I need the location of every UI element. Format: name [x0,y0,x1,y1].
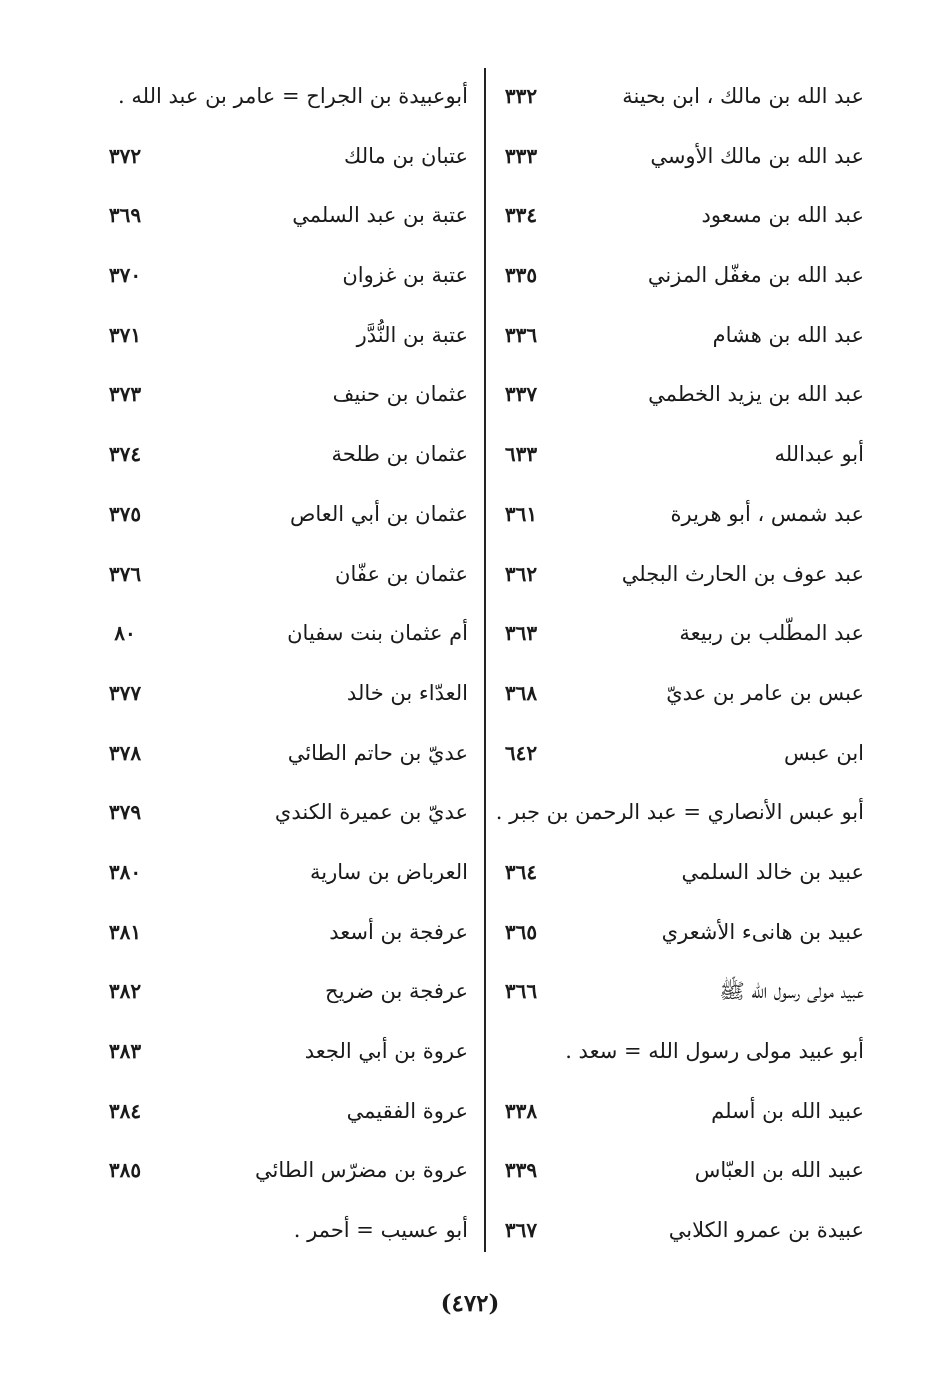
entry-name: أبو عبدالله [774,442,864,467]
entry-page-number: ٣٦٣ [504,621,538,646]
entry-page-number: ٣٦١ [504,501,538,526]
index-entry [96,723,480,783]
entry-name: عبد المطّلب بن ربيعة [679,621,864,646]
left-index-column [96,66,480,1260]
entry-name: عبد الله بن مالك الأوسي [650,143,864,168]
index-entry [96,1081,480,1141]
entry-name: عبيد مولى رسول الله ﷺ [719,979,864,1004]
index-entry [96,603,480,663]
entry-name: عتبة بن غزوان [342,263,468,288]
entry-page-number: ٦٤٢ [504,740,538,765]
index-entry [488,902,870,962]
entry-name: عبد الله بن يزيد الخطمي [648,382,864,407]
index-entry [488,484,870,544]
entry-name: أبو عبيد مولى رسول الله = سعد . [565,1039,864,1063]
entry-page-number: ٣٦٤ [504,859,538,884]
entry-name: عثمان بن طلحة [331,442,468,467]
entry-page-number: ٣٨٢ [108,979,142,1004]
column-divider [484,68,486,1252]
entry-name: عتبة بن النُّدَّر [356,322,468,347]
entry-name: عروة بن أبي الجعد [304,1039,468,1063]
index-entry [488,245,870,305]
entry-page-number: ٣٣٦ [504,322,538,347]
entry-page-number: ٣٦٨ [504,680,538,705]
index-entry [96,1200,480,1260]
entry-page-number: ٣٦٢ [504,561,538,586]
entry-name: عبيد بن هانىء الأشعري [661,919,864,944]
entry-name: عبيد بن خالد السلمي [681,859,864,884]
entry-name: أبو عبس الأنصاري = عبد الرحمن بن جبر . [495,800,864,825]
entry-name: عروة بن مضرّس الطائي [254,1158,468,1183]
index-entry [488,424,870,484]
entry-name: عبيدة بن عمرو الكلابي [668,1218,864,1243]
entry-name: عتبان بن مالك [344,143,468,168]
entry-page-number: ٣٣٢ [504,84,538,108]
index-entry [488,1021,870,1081]
entry-name: عبيد الله بن أسلم [711,1098,864,1123]
entry-name: عبد شمس ، أبو هريرة [670,501,864,526]
index-entry [96,484,480,544]
index-entry [96,1140,480,1200]
entry-page-number: ٣٧٨ [108,740,142,765]
entry-name: عثمان بن عفّان [335,561,468,586]
entry-name: عبس بن عامر بن عديّ [666,680,864,705]
page-number: (٤٧٢) [440,1290,500,1317]
index-entry [488,603,870,663]
entry-page-number: ٣٣٨ [504,1098,538,1123]
entry-name: عبد الله بن مغفّل المزني [647,263,864,288]
index-entry [488,544,870,604]
entry-page-number: ٣٦٦ [504,979,538,1004]
index-entry [96,842,480,902]
entry-name: عديّ بن حاتم الطائي [287,740,468,765]
index-entry [488,185,870,245]
index-entry [96,663,480,723]
entry-page-number: ٨٠ [114,621,136,646]
entry-page-number: ٣٣٥ [504,263,538,288]
index-entry [488,1081,870,1141]
entry-page-number: ٣٧٤ [108,442,142,467]
index-entry [488,723,870,783]
entry-page-number: ٣٦٧ [504,1218,538,1243]
entry-name: عتبة بن عبد السلمي [292,203,468,228]
index-entry [96,424,480,484]
entry-name: عبد الله بن هشام [712,322,864,347]
index-entry [96,185,480,245]
entry-name: أبوعبيدة بن الجراح = عامر بن عبد الله . [118,84,468,108]
index-entry [96,245,480,305]
entry-name: ابن عبس [784,740,864,765]
index-entry [488,1140,870,1200]
entry-page-number: ٣٧٣ [108,382,142,407]
entry-name: أم عثمان بنت سفيان [287,621,468,646]
index-entry [488,782,870,842]
entry-page-number: ٣٨٠ [108,859,142,884]
entry-page-number: ٣٨١ [108,919,142,944]
entry-page-number: ٣٦٥ [504,919,538,944]
index-entry [96,126,480,186]
index-entry [488,66,870,126]
entry-page-number: ٣٧٢ [108,143,142,168]
entry-name: عثمان بن حنيف [332,382,468,407]
index-entry [96,902,480,962]
entry-page-number: ٣٣٣ [504,143,538,168]
index-entry [488,305,870,365]
entry-name: عبيد الله بن العبّاس [694,1158,864,1183]
index-entry [96,66,480,126]
right-index-column [488,66,870,1260]
index-entry [96,961,480,1021]
entry-name: العدّاء بن خالد [346,680,468,705]
index-entry [488,961,870,1021]
entry-page-number: ٣٧٧ [108,680,142,705]
entry-name: عبد الله بن مالك ، ابن بحينة [622,84,864,108]
entry-name: العرباض بن سارية [309,859,468,884]
index-entry [96,782,480,842]
entry-page-number: ٣٨٣ [108,1039,142,1063]
entry-page-number: ٣٧٠ [108,263,142,288]
entry-name: عثمان بن أبي العاص [289,501,468,526]
index-entry [488,364,870,424]
entry-page-number: ٣٨٤ [108,1098,142,1123]
entry-page-number: ٣٧٦ [108,561,142,586]
entry-name: عبد الله بن مسعود [701,203,864,228]
index-entry [488,126,870,186]
index-entry [488,663,870,723]
entry-name: عديّ بن عميرة الكندي [274,800,468,825]
index-entry [96,364,480,424]
entry-name: أبو عسيب = أحمر . [293,1218,468,1243]
index-entry [96,305,480,365]
entry-page-number: ٣٦٩ [108,203,142,228]
entry-page-number: ٣٨٥ [108,1158,142,1183]
entry-page-number: ٣٣٩ [504,1158,538,1183]
entry-name: عرفجة بن ضريح [325,979,468,1004]
entry-page-number: ٣٣٤ [504,203,538,228]
index-entry [96,544,480,604]
index-entry [488,842,870,902]
entry-name: عروة الفقيمي [346,1098,468,1123]
entry-name: عبد عوف بن الحارث البجلي [621,561,864,586]
entry-page-number: ٣٧٩ [108,800,142,825]
entry-page-number: ٣٧٥ [108,501,142,526]
entry-page-number: ٦٣٣ [504,442,538,467]
entry-name: عرفجة بن أسعد [329,919,468,944]
index-entry [488,1200,870,1260]
entry-page-number: ٣٧١ [108,322,142,347]
entry-page-number: ٣٣٧ [504,382,538,407]
index-entry [96,1021,480,1081]
